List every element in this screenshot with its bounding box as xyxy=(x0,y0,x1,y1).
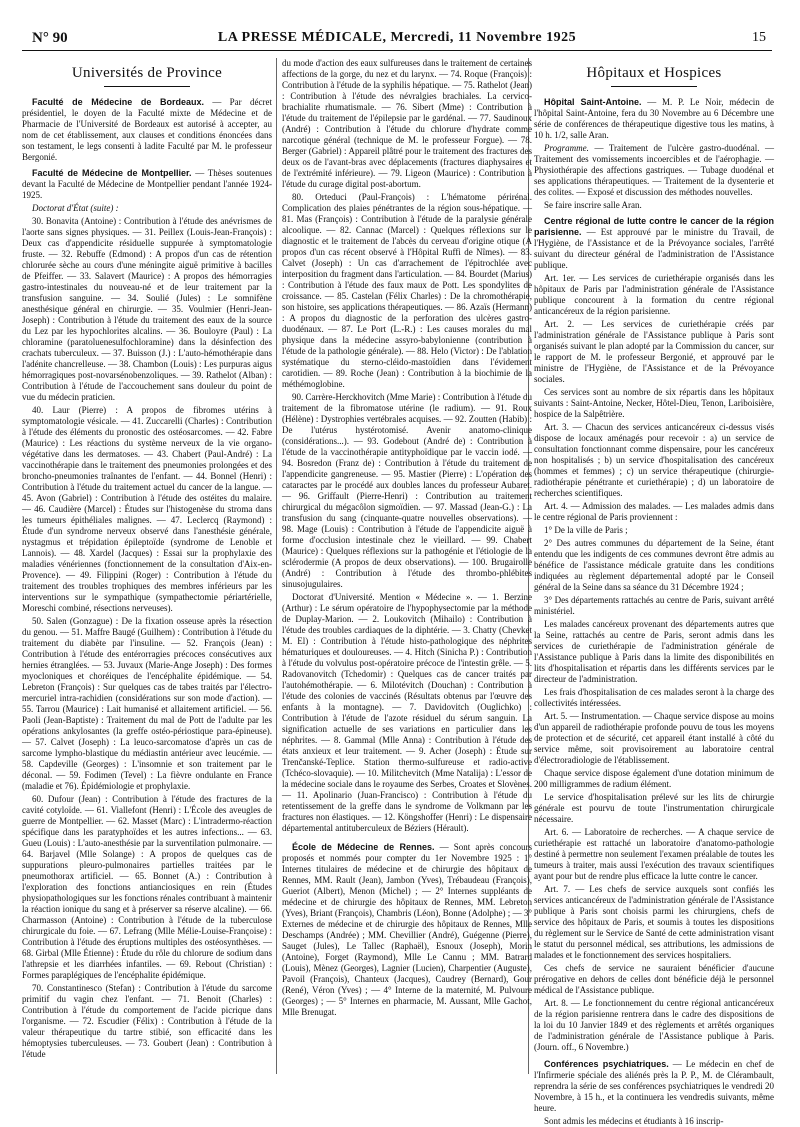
programme xyxy=(534,143,774,198)
article: Ces services sont au nombre de six répartis dans les hôpitaux suivants : Saint-Antoine, Necker, Hôtel-Dieu, Tenon, Lariboisière, hospice de la Salpêtrière. xyxy=(534,387,774,419)
article: Chaque service dispose également d'une dotation minimum de 200 milligrammes de radium élément. xyxy=(534,768,774,789)
thesis-paragraph: 80. Orteduci (Paul-François) : L'hématome périrénal. Complication des plaies pénétrantes de la région sous-hépatique. — 81. Mas (François) : Contribution à l'étude de la paralysie générale alcoolique. — 82. Cannac (Marcel) : Quelques réflexions sur le diagnostic et le traitement de l'abcès du cerveau d'origine otique (A propos d'un cas récent observé à l'Hôpital Ruffi de Nîmes). — 83. Calvet (Joseph) : Un cas d'arrachement de l'épitrochlée avec interposition du fragment dans l'articulation. — 84. Bourdet (Marius) : Contribution à l'étude des faux maux de Pott. Les spondylites de croissance. — 85. Castelan (Félix Charles) : De la chromothérapie, son histoire, ses applications thérapeutiques. — 86. Azaïs (Hermann) : A propos du diagnostic de la perforation des ulcères gastro-duodénaux. — 87. Le Port (L.-R.) : Les causes morales du mal physique dans la médecine assyro-babylonienne (contribution à l'étude de la pathologie générale). — 88. Helo (Victor) : De l'ablation systématique du sterno-cléido-mastoïdien dans l'évidement carotidien. — 89. Roche (Jean) : Contribution à la biochimie de la méthémoglobine. xyxy=(282,192,532,389)
article: Art. 7. — Les chefs de service auxquels sont confiés les services anticancéreux de l'administration générale de l'Assistance publique à Paris sont choisis parmi les chirurgiens, chefs de service des hôpitaux de Paris, et soumis à toutes les dispositions du règlement sur le Service de Santé de cette administration visant le statut du personnel médical, ses attributions, les admissions de malades et le fonctionnement des services hospitaliers. xyxy=(534,884,774,960)
article: 2° Des autres communes du département de la Seine, étant entendu que les indigents de ces communes devront être admis au bénéfice de l'assistance médicale gratuite dans les conditions indiquées au règlement départemental adopté par le Conseil général de la Seine dans sa séance du 31 Décembre 1924 ; xyxy=(534,538,774,592)
doctorat-etat-label: Doctorat d'État (suite) : xyxy=(32,203,119,213)
thesis-paragraph: 70. Constantinesco (Stefan) : Contribution à l'étude du sarcome primitif du vagin chez l'enfant. — 71. Benoit (Charles) : Contribution à l'étude du comportement de l'acide picrique dans l'organisme. — 72. Escudier (Félix) : Contribution à l'étude de la valeur thérapeutique du tartre stibié, son efficacité dans les hémoptysies tuberculeuses. — 73. Goubert (Jean) : Contribution à l'étude xyxy=(22,983,272,1059)
title-rule xyxy=(611,86,697,87)
section-title-hopitaux: Hôpitaux et Hospices xyxy=(586,65,722,81)
programme-item: — Tubage duodénal et ses applications thérapeutiques. xyxy=(534,165,774,186)
journal-title: LA PRESSE MÉDICALE, Mercredi, 11 Novembre 1925 xyxy=(217,30,577,45)
st-antoine-notice xyxy=(534,97,774,141)
article: Art. 5. — Instrumentation. — Chaque service dispose au moins d'un appareil de radiothérapie profonde pouvu de tous les moyens de protection et de sécurité, cet appareil étant installé à côté du service même, soit provisoirement au laboratoire central d'électroradiologie de l'établissement. xyxy=(534,711,774,765)
article: Les malades cancéreux provenant des départements autres que la Seine, rattachés au centre de Paris, seront admis dans les services de curiethérapie de l'administration générale de l'Assistance publique à Paris dans la limite des disponibilités en lits d'hospitalisation et répartis dans les différents services par le directeur de l'administration. xyxy=(534,619,774,684)
page-header xyxy=(22,24,772,51)
thesis-paragraph: 30. Bonavita (Antoine) : Contribution à l'étude des anévrismes de l'aorte sans signes physiques. — 31. Peillex (Louis-Jean-François) : Deux cas d'appendicite résiduelle suppurée à symptomatologie fruste. — 32. Rebuffe (Edmond) : A propos d'un cas de rétention chlorurée sèche au cours d'une méningite aiguë primitive à bacilles de Pfeiffer. — 33. Salavert (Maurice) : A propos des hémorragies gastro-intestinales du nouveau-né et de leur traitement par la transfusion sanguine. — 34. Soulié (Jules) : Le somnifène anesthésique général en chirurgie. — 35. Voulmier (Henri-Jean-Joseph) : Contribution à l'étude du traitement des eaux de la source du Lez par les hypochlorites alcalins. — 36. Bouloyre (Paul) : La chloramine (paratoluenesulfochloramine) dans la désinfection des crachats tuberculeux. — 37. Buisson (J.) : L'auto-hémothérapie dans l'adénite chancrelleuse. — 38. Chambon (Louis) : Les purpuras aigus hémorragiques post-novarsénobenzoliques. — 39. Rathelot (Alban) : Contribution à l'étude de l'accouchement sans douleur du point de vue du médecin praticien. xyxy=(22,216,272,402)
article: Art. 6. — Laboratoire de recherches. — A chaque service de curiethérapie est rattaché un laboratoire d'anatomo-pathologie destiné à permettre non seulement l'examen préalable de toutes les tumeurs à traiter, mais aussi l'exécution des travaux scientifiques ayant pour but de rendre plus efficace la lutte contre le cancer. xyxy=(534,827,774,881)
montpellier-notice xyxy=(22,168,272,201)
issue-number: N° 90 xyxy=(32,30,68,46)
bordeaux-notice xyxy=(22,97,272,163)
thesis-paragraph: du mode d'action des eaux sulfureuses dans le traitement de certaines affections de la gorge, du nez et du larynx. — 74. Roque (François) : Contribution à l'étude de la syphilis hépatique. — 75. Rathelot (Jean) : Contribution à l'étude des névralgies brachiales. La cervico-brachialite rhumatismale. — 76. Sibert (Mme) : Contribution à l'étude du traitement de l'épilepsie par le gardénal. — 77. Saudinoux (André) : Contribution à l'étude du chlorure d'hydrate comme narcotique général (technique de M. le professeur Forgue). — 78. Berger (Gabriel) : Appareil plâtré pour le traitement des fractures des deux os de l'avant-bras avec déplacements (fractures diaphysaires et de l'extrémité inférieure). — 79. Ligeon (Maurice) : Contribution à l'étude du curage digital post-abortum. xyxy=(282,58,532,189)
article: Art. 3. — Chacun des services anticancéreux ci-dessus visés dispose de locaux aménagés pour recevoir : a) un service de consultation fonctionnant comme dispensaire, pour les cancéreux non hospitalisés ; b) un service d'hospitalisation des cancéreux (hommes et femmes) ; c) un service thérapeutique (chirurgie-radiothérapie pénétrante et curiethérapie) ; d) un laboratoire de recherches scientifiques. xyxy=(534,422,774,498)
column-3 xyxy=(534,58,775,1126)
bordeaux-text: — Par décret présidentiel, le doyen de la Faculté mixte de Médecine et de Pharmacie de l'Université de Bordeaux est autorisé à accepter, au nom de cet établissement, aux clauses et conditions énoncées dans son testament, le legs consenti à ladite Faculté par M. le professeur Bergonié. xyxy=(22,97,272,162)
conferences-notice xyxy=(534,1059,774,1114)
rennes-heading: École de Médecine de Rennes. xyxy=(292,842,435,852)
st-antoine-text: — M. P. Le Noir, médecin de l'hôpital Saint-Antoine, fera du 30 Novembre au 6 Décembre une série de conférences de thérapeutique digestive tous les matins, à 10 h. 1/2, salle Aran. xyxy=(534,97,774,140)
article: 3° Des départements rattachés au centre de Paris, suivant arrêté ministériel. xyxy=(534,595,774,616)
article: Art. 8. — Le fonctionnement du centre régional anticancéreux de la région parisienne rentrera dans le cadre des dispositions de la loi du 10 Janvier 1849 et des règlements et arrêtés organiques de l'administration générale de l'Assistance publique à Paris. (Journ. off., 6 Novembre.) xyxy=(534,998,774,1052)
thesis-paragraph: 90. Carrère-Herckhovitch (Mme Marie) : Contribution à l'étude du traitement de la fibromatose utérine (le radium). — 91. Roux (Hélène) : Dystrophies vertébrales acquises. — 92. Zoutten (Habib) : De l'utérus hystérotomisé. Avenir anatomo-clinique (considérations...). — 93. Godebout (André de) : Contribution à l'étude de la vaccinothérapie antityphoïdique par le vaccin iodé. — 94. Bosredon (Franz de) : Contribution à l'étude du traitement de l'appendicite gangreneuse. — 95. Mastier (Pierre) : L'opération des cataractes par le procédé aux doubles lances du professeur Aubaret. — 96. Griffault (Pierre-Henri) : Contribution au traitement chirurgical du mégacôlon sigmoïdien. — 97. Massad (Jean-G.) : La transfusion du sang (cinquante-quatre nouvelles observations). — 98. Mage (Louis) : Contribution à l'étude de l'appendicite aiguë à forme d'occlusion intestinale chez le vieillard. — 99. Chabert (Maurice) : Quelques réflexions sur la pathogénie et l'étiologie de la sclérodermie (A propos de deux observations). — 100. Brugairolle (André) : Contribution à l'étude des thrombo-phlébites sinusojugulaires. xyxy=(282,392,532,589)
centre-notice xyxy=(534,216,774,271)
montpellier-intro: — Thèses soutenues devant la Faculté de Médecine de Montpellier pendant l'année 1924-1925. xyxy=(22,168,272,200)
conferences-text: — Le médecin en chef de l'Infirmerie spéciale des aliénés près la P. P., M. de Clérambault, reprendra la série de ses conférences psychiatriques le vendredi 20 Novembre, à 15 h., et la continuera les vendredis suivants, même heure. xyxy=(534,1059,775,1113)
programme-inscription: Se faire inscrire salle Aran. xyxy=(544,200,642,210)
programme-item: — Traitement de l'ulcère gastro-duodénal. xyxy=(594,143,760,153)
centre-intro: — Est approuvé par le ministre du Travail, de l'Hygiène, de l'Assistance et de la Prévoyance sociales, l'arrêté suivant du directeur général de l'administration de l'Assistance publique. xyxy=(534,227,774,270)
thesis-paragraph: 40. Laur (Pierre) : A propos de fibromes utérins à symptomatologie vésicale. — 41. Zuccarelli (Charles) : Contribution à l'étude des éléments du pronostic des ostéosarcomes. — 42. Fabre (Maurice) : Les réactions du système nerveux de la vie organo-végétative dans les dermatoses. — 43. Chabert (Paul-André) : La vaccinothérapie dans le traitement des pneumonies prolongées et des broncho-pneumonies traînantes de l'enfant. — 44. Bonnel (Henri) : Contribution à l'étude du traitement actuel du cancer de la langue. — 45. Avon (Gabriel) : Contribution à l'étude des ostéites du malaire. — 46. Caudière (Marcel) : Études sur l'histogenèse du stroma dans les tumeurs épithéliales malignes. — 47. Leclercq (Raymond) : Étude d'un syndrome nerveux observé dans l'anesthésie générale, nystagmus et trépidation épileptoïde (syndrome de Lenoble et Lannois). — 48. Xardel (Jacques) : Essai sur la prophylaxie des maladies vénériennes (fonctionnement de la consultation d'Aix-en-Provence). — 49. Filippini (Roger) : Contribution à l'étude du traitement des troubles trophiques des membres inférieurs par les interventions sur le sympathique (sympathectomie périartérielle, Moreschi combiné, résections nerveuses). xyxy=(22,405,272,613)
programme-label: Programme. xyxy=(544,143,589,153)
column-divider xyxy=(276,58,277,1074)
thesis-paragraph: Doctorat d'Université. Mention « Médecine ». — 1. Berzine (Arthur) : Le sérum opératoire de l'hypophysectomie par la méthode de Duplay-Marion. — 2. Loukovitch (Mihailo) : Contribution à l'étude des troubles cardiaques de la diphtérie. — 3. Chatty (Chevket M. El) : Contribution à l'étude histo-pathologique des néphrites hématuriques et douloureuses. — 4. Hitch (Sinicha P.) : Contribution à l'étude du volvulus post-opératoire précoce de l'intestin grêle. — 5. Radovanovitch (Tchedomir) : Quelques cas de cancer traités par l'autohémothérapie. — 6. Milotévitch (Douchan) : Contribution à l'étude des colonies de vaccinés (Résultats obtenus par l'œuvre des enfants à la montagne). — 7. Davidovitch (Ouglichko) : Contribution à l'étude de l'azote résiduel du sérum sanguin. La signification actuelle de ses variations en particulier dans les néphrites. — 8. Gammal (Mlle Anna) : Contribution à l'étude des états anxieux et leur traitement. — 9. Acher (Joseph) : Étude sur Trenčanské-Teplice. Station thermo-sulfureuse et radio-active (Tchéco-slovaquie). — 10. Militchevitch (Mme Natalija) : L'essor de la médecine sociale dans le royaume des Serbes, Croates et Slovènes. — 11. Apolinario (Juan-Francisco) : Contribution à l'étude du retentissement de la greffe dans le syndrome de Volkmann par les fractures non élastiques. — 12. Köngshoffer (Henri) : Le dispensaire départemental antituberculeux de Béziers (Hérault). xyxy=(282,592,532,833)
thesis-paragraph: 60. Dufour (Jean) : Contribution à l'étude des fractures de la cavité cotyloïde. — 61. Viallefont (Henri) : L'École des aveugles de guerre de Montpellier. — 62. Masset (Marc) : L'intradermo-réaction spécifique dans les paratyphoïdes et les autres infections... — 63. Gueu (Louis) : L'auto-anesthésie par la surventilation pulmonaire. — 64. Barjavel (Mlle Solange) : A propos de quelques cas de suppurations pleuro-pulmonaires partielles traitées par le pneumothorax artificiel. — 65. Bonnet (A.) : Contribution à l'exploration des fonctions antianciosiques en rein (Études physiopathologiques sur les fonctions rénales contribuant à maintenir la réaction ionique du sang et à préserver sa réserve alcaline). — 66. Charmasson (Antoine) : Contribution à l'étude de la tuberculose chirurgicale du foie. — 67. Lefrang (Mlle Mélie-Louise-Françoise) : Contribution à l'étude des éruptions multiples des ostéosynthèses. — 68. Girbal (Mlle Étienne) : Étude du rôle du chlorure de sodium dans l'athrepsie et les diarrhées infantiles. — 69. Rebout (Christian) : Formes paraplégiques de l'encéphalite épidémique. xyxy=(22,794,272,980)
bordeaux-heading: Faculté de Médecine de Bordeaux. xyxy=(32,97,204,107)
article: Art. 2. — Les services de curiethérapie créés par l'administration générale de l'Assistance publique à Paris sont organisés suivant le plan adopté par la Commission du cancer, sur le rapport de M. le professeur Bergonié, et approuvé par le ministre de l'Hygiène, de l'Assistance et de la Prévoyance sociales. xyxy=(534,319,774,384)
article: Art. 4. — Admission des malades. — Les malades admis dans le centre régional de Paris proviennent : xyxy=(534,501,774,522)
title-rule xyxy=(104,86,190,87)
article: Le service d'hospitalisation prélevé sur les lits de chirurgie générale est pourvu de toute l'instrumentation chirurgicale nécessaire. xyxy=(534,792,774,824)
section-title-universites: Universités de Province xyxy=(71,65,223,81)
article: Ces chefs de service ne sauraient bénéficier d'aucune prérogative en dehors de celles dont bénéficie déjà le personnel médical de l'Assistance publique. xyxy=(534,963,774,995)
page-number: 15 xyxy=(752,30,766,45)
article: Art. 1er. — Les services de curiethérapie organisés dans les hôpitaux de Paris par l'administration générale de l'Assistance publique concourent à la formation du centre régional anticancéreux de la région parisienne. xyxy=(534,273,774,316)
rennes-notice xyxy=(282,842,532,1018)
centre-heading: Centre régional de lutte contre le cancer de la région parisienne. xyxy=(534,216,774,237)
column-2 xyxy=(282,58,532,1074)
programme-item: — Traitement de la dysenterie et des colites. — Exposé et discussion des méthodes nouvelles. xyxy=(534,176,774,197)
article: 1° De la ville de Paris ; xyxy=(544,525,628,535)
column-1 xyxy=(22,58,272,1074)
conferences-heading: Conférences psychiatriques. xyxy=(544,1059,669,1069)
article: Les frais d'hospitalisation de ces malades seront à la charge des collectivités intéressées. xyxy=(534,687,774,708)
conferences-tail: Sont admis les médecins et étudiants à 16 inscrip- xyxy=(544,1116,724,1126)
montpellier-heading: Faculté de Médecine de Montpellier. xyxy=(32,168,192,178)
st-antoine-title: Hôpital Saint-Antoine. xyxy=(544,97,642,107)
thesis-paragraph: 50. Salen (Gonzague) : De la fixation osseuse après la résection du genou. — 51. Maffre Baugé (Guilhem) : Contribution à l'étude du traitement du diabète par l'insuline. — 52. François (Jean) : Contribution à l'étude des entérorragies précoces consécutives aux hernies étranglées. — 53. Juvaux (Marie-Ange Joseph) : Des formes myocloniques et choréiques de l'encéphalite épidémique. — 54. Lebreton (François) : Sur quelques cas de tabes traités par l'électro-mercuriel intra-rachidien (considérations sur son mode d'action). — 55. Tarrou (Maurice) : Lait humanisé et allaitement artificiel. — 56. Paoli (Jean-Baptiste) : Traitement du mal de Pott de l'adulte par les opérations ankylosantes (la greffe ostéo-périostique para-épineuse). — 57. Calvet (Joseph) : La leuco-sarcomatose d'après un cas de sarcome lympho-blastique du médiastin antérieur avec leucémie. — 58. Capdeville (Georges) : L'insomnie et son traitement par le déconal. — 59. Fodimen (Tevel) : La fièvre ondulante en France (maladie et 76). Épidémiologie et prophylaxie. xyxy=(22,616,272,791)
programme-item: — Traitement des vomissements incoercibles et de l'aérophagie. — Physiothérapie des affections gastriques. xyxy=(534,143,775,175)
rennes-text: — Sont après concours proposés et nommés pour compter du 1er Novembre 1925 : 1° Internes titulaires de médecine et de chirurgie des hôpitaux de Rennes, MM. Rault (Jean), Jambon (Yves), Trébaudeau (François), Gueriot (Albert), Menon (Michel) ; — 2° Internes suppléants de médecine et de chirurgie des hôpitaux de Rennes, MM. Lebreton (Yves), Briant (François), Chambris (Léon), Bonne (Adolphe) ; — 3° Externes de médecine et de chirurgie des hôpitaux de Rennes, Mlle Deschamps (Andrée) ; MM. Chevillier (André), Guégenne (Pierre), Sauget (Jules), Le Tallec (Raphaël), Esnoux (Joseph), Morin (Antoine), Forget (Raymond), Mlle Le Cannu ; MM. Batrard (Louis), Mènez (Georges), Lagnier (Lucien), Charpentier (Auguste), Pavoil (François), Chanteux (Jacques), Caudrey (Bernard), Gour (René), Véron (Yves) ; — 4° Interne de la maternité, M. Pulvoure (Georges) ; — 5° Internes en pharmacie, M. Aussant, Mlle Gachot, Mlle Brenugat. xyxy=(282,842,533,1017)
